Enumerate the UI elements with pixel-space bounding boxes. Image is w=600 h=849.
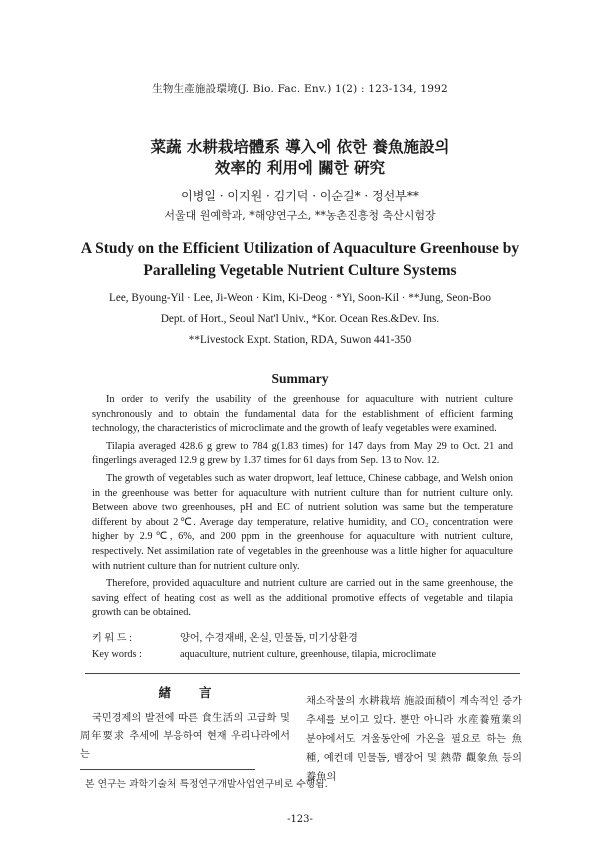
summary-paragraph: Therefore, provided aquaculture and nutrient culture are carried out in the same greenhouse, the saving effect of heating cost as well as the additional promotive effects of vegetable and tilapia growth can be obtained. (92, 578, 513, 619)
english-title (0, 238, 600, 282)
intro-right-text: 채소작물의 水耕栽培 施設面積이 계속적인 증가추세를 보이고 있다. 뿐만 아니라 水産養殖業의 분야에서도 겨울동안에 가온을 필요로 하는 魚種, 예컨데 민물돔, 뱀장어 및 熱帶 觀象魚 등의 養魚의 (306, 696, 522, 783)
korean-keywords-label: 키 워 드 : (92, 633, 132, 644)
korean-keywords (92, 631, 513, 647)
summary-heading: Summary (271, 371, 329, 386)
summary-paragraph: In order to verify the usability of the greenhouse for aquaculture with nutrient culture synchronously and to obtain the fundamental data for the establishment of efficient farming technology, the characteristics of microclimate and the growth of leafy vegetables were examined. (92, 394, 513, 435)
english-authors: Lee, Byoung-Yil · Lee, Ji-Weon · Kim, Ki-Deog · *Yi, Soon-Kil · **Jung, Seon-Boo (109, 292, 491, 304)
footnote-rule (80, 769, 255, 770)
english-keywords-label: Key words : (92, 649, 142, 660)
korean-authors: 이병일 · 이지원 · 김기덕 · 이순길* · 정선부** (181, 189, 419, 203)
intro-heading: 緖言 (158, 685, 240, 700)
korean-keywords-value: 양어, 수경재배, 온실, 민물돔, 미기상환경 (180, 633, 358, 644)
intro-left-text: 국민경제의 발전에 따른 食生活의 고급화 및 周年要求 추세에 부응하여 현재 우리나라에서는 (80, 713, 290, 760)
korean-affiliation: 서울대 원예학과, *해양연구소, **농촌진흥청 축산시험장 (164, 209, 436, 222)
english-affiliation-line-2: **Livestock Expt. Station, RDA, Suwon 441-350 (188, 334, 412, 346)
summary-body (92, 393, 513, 624)
english-keywords (92, 647, 513, 663)
korean-title-line-2: 效率的 利用에 關한 硏究 (214, 158, 386, 177)
page-number: -123- (287, 814, 313, 825)
korean-title-line-1: 菜蔬 水耕栽培體系 導入에 依한 養魚施設의 (150, 137, 450, 156)
korean-title (0, 136, 600, 178)
english-affiliation-line-1: Dept. of Hort., Seoul Nat'l Univ., *Kor. Ocean Res.&Dev. Ins. (160, 313, 440, 325)
english-title-line-1: A Study on the Efficient Utilization of Aquaculture Greenhouse by (80, 240, 520, 257)
english-title-line-2: Paralleling Vegetable Nutrient Culture Systems (143, 262, 457, 279)
summary-paragraph: The growth of vegetables such as water dropwort, leaf lettuce, Chinese cabbage, and Welsh onion in the greenhouse was better for aquaculture with nutrient culture than for nutrient culture only. Between above two greenhouses, pH and EC of nutrient solution was same but the temperature different by about 2℃. Average day temperature, relative humidity, and CO₂ concentration were higher by 2.9℃, 6%, and 200 ppm in the greenhouse for aquaculture with nutrient culture, respectively. Net assimilation rate of vegetables in the greenhouse was a little higher for aquaculture with nutrient culture than for nutrient culture only. (92, 472, 513, 572)
section-divider (85, 673, 520, 674)
keywords-block (92, 631, 513, 663)
intro-left-column (80, 684, 290, 764)
journal-header: 生物生產施設環境(J. Bio. Fac. Env.) 1(2) : 123-134, 1992 (152, 83, 448, 95)
english-keywords-value: aquaculture, nutrient culture, greenhouse, tilapia, microclimate (180, 649, 437, 660)
summary-paragraph: Tilapia averaged 428.6 g grew to 784 g(1.83 times) for 147 days from May 29 to Oct. 21 and fingerlings averaged 12.9 g grew by 1.37 times for 61 days from Sep. 13 to Nov. 12. (92, 440, 513, 467)
footnote: 본 연구는 과학기술처 특정연구개발사업연구비로 수행됨. (85, 779, 328, 790)
intro-right-column (306, 692, 522, 787)
